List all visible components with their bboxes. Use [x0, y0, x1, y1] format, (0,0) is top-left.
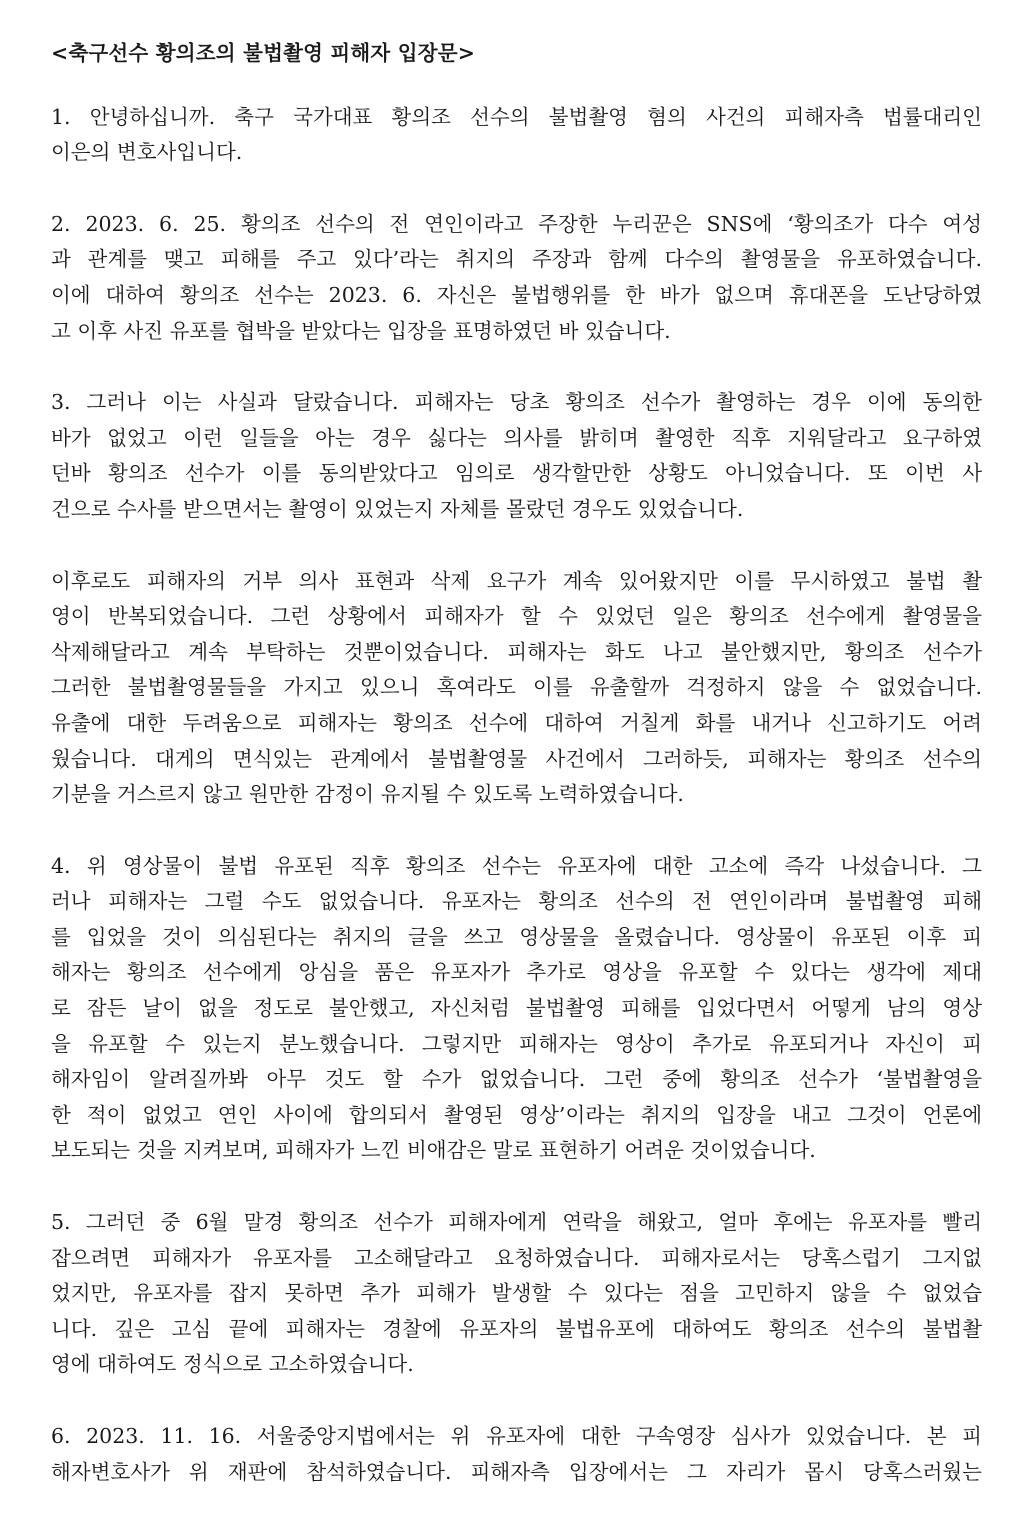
text-line: 3. 그러나 이는 사실과 달랐습니다. 피해자는 당초 황의조 선수가 촬영하는 경우 이에 동의한	[51, 390, 982, 415]
document-title: <축구선수 황의조의 불법촬영 피해자 입장문>	[51, 41, 476, 65]
text-line: 유출에 대한 두려움으로 피해자는 황의조 선수에 대하여 거칠게 화를 내거나 신고하기도 어려	[51, 710, 982, 735]
text-line: 이은의 변호사입니다.	[51, 140, 243, 165]
text-line: 바가 없었고 이런 일들을 아는 경우 싫다는 의사를 밝히며 촬영한 직후 지워달라고 요구하였	[51, 425, 982, 450]
text-line: 웠습니다. 대게의 면식있는 관계에서 불법촬영물 사건에서 그러하듯, 피해자는 황의조 선수의	[51, 746, 982, 771]
text-line: 었지만, 유포자를 잡지 못하면 추가 피해가 발생할 수 있다는 점을 고민하지 않을 수 없었습	[51, 1281, 982, 1306]
document-body	[51, 100, 982, 1491]
text-line: 이후로도 피해자의 거부 의사 표현과 삭제 요구가 계속 있어왔지만 이를 무시하였고 불법 촬	[51, 568, 982, 593]
text-line: 해자는 황의조 선수에게 앙심을 품은 유포자가 추가로 영상을 유포할 수 있다는 생각에 제대	[51, 960, 982, 985]
statement-document	[51, 36, 982, 1526]
text-line: 그러한 불법촬영물들을 가지고 있으니 혹여라도 이를 유출할까 걱정하지 않을 수 없었습니다.	[51, 675, 982, 700]
text-line: 해자임이 알려질까봐 아무 것도 할 수가 없었습니다. 그런 중에 황의조 선수가 ‘불법촬영을	[51, 1067, 982, 1092]
text-line: 러나 피해자는 그럴 수도 없었습니다. 유포자는 황의조 선수의 전 연인이라며 불법촬영 피해	[51, 889, 982, 914]
text-line: 기분을 거스르지 않고 원만한 감정이 유지될 수 있도록 노력하였습니다.	[51, 782, 684, 807]
text-line: 한 적이 없었고 연인 사이에 합의되서 촬영된 영상’이라는 취지의 입장을 내고 그것이 언론에	[51, 1102, 982, 1127]
paragraph	[51, 207, 982, 349]
text-line: 영이 반복되었습니다. 그런 상황에서 피해자가 할 수 있었던 일은 황의조 선수에게 촬영물을	[51, 604, 982, 629]
text-line: 5. 그러던 중 6월 말경 황의조 선수가 피해자에게 연락을 해왔고, 얼마 후에는 유포자를 빨리	[51, 1210, 982, 1235]
text-line: 를 입었을 것이 의심된다는 취지의 글을 쓰고 영상물을 올렸습니다. 영상물이 유포된 이후 피	[51, 924, 982, 949]
text-line: 을 유포할 수 있는지 분노했습니다. 그렇지만 피해자는 영상이 추가로 유포되거나 자신이 피	[51, 1031, 982, 1056]
text-line: 영에 대하여도 정식으로 고소하였습니다.	[51, 1352, 414, 1377]
text-line: 1. 안녕하십니까. 축구 국가대표 황의조 선수의 불법촬영 혐의 사건의 피해자측 법률대리인	[51, 104, 982, 129]
paragraph	[51, 564, 982, 813]
paragraph	[51, 849, 982, 1169]
text-line: 던바 황의조 선수가 이를 동의받았다고 임의로 생각할만한 상황도 아니었습니다. 또 이번 사	[51, 461, 982, 486]
text-line: 2. 2023. 6. 25. 황의조 선수의 전 연인이라고 주장한 누리꾼은 SNS에 ‘황의조가 다수 여성	[51, 211, 982, 236]
text-line: 과 관계를 맺고 피해를 주고 있다’라는 취지의 주장과 함께 다수의 촬영물을 유포하였습니다.	[51, 247, 982, 272]
text-line: 고 이후 사진 유포를 협박을 받았다는 입장을 표명하였던 바 있습니다.	[51, 318, 671, 343]
text-line: 이에 대하여 황의조 선수는 2023. 6. 자신은 불법행위를 한 바가 없으며 휴대폰을 도난당하였	[51, 282, 982, 307]
paragraph	[51, 1419, 982, 1490]
text-line: 삭제해달라고 계속 부탁하는 것뿐이었습니다. 피해자는 화도 나고 불안했지만, 황의조 선수가	[51, 639, 982, 664]
text-line: 건으로 수사를 받으면서는 촬영이 있었는지 자체를 몰랐던 경우도 있었습니다.	[51, 496, 744, 521]
paragraph	[51, 1205, 982, 1383]
text-line: 해자변호사가 위 재판에 참석하였습니다. 피해자측 입장에서는 그 자리가 몹시 당혹스러웠는	[51, 1459, 982, 1484]
text-line: 4. 위 영상물이 불법 유포된 직후 황의조 선수는 유포자에 대한 고소에 즉각 나섰습니다. 그	[51, 853, 982, 878]
text-line: 니다. 깊은 고심 끝에 피해자는 경찰에 유포자의 불법유포에 대하여도 황의조 선수의 불법촬	[51, 1316, 982, 1341]
text-line: 6. 2023. 11. 16. 서울중앙지법에서는 위 유포자에 대한 구속영장 심사가 있었습니다. 본 피	[51, 1424, 982, 1448]
text-line: 잡으려면 피해자가 유포자를 고소해달라고 요청하였습니다. 피해자로서는 당혹스럽기 그지없	[51, 1245, 982, 1270]
paragraph	[51, 100, 982, 171]
text-line: 보도되는 것을 지켜보며, 피해자가 느낀 비애감은 말로 표현하기 어려운 것이었습니다.	[51, 1138, 816, 1163]
text-line: 로 잠든 날이 없을 정도로 불안했고, 자신처럼 불법촬영 피해를 입었다면서 어떻게 남의 영상	[51, 996, 982, 1021]
paragraph	[51, 385, 982, 527]
